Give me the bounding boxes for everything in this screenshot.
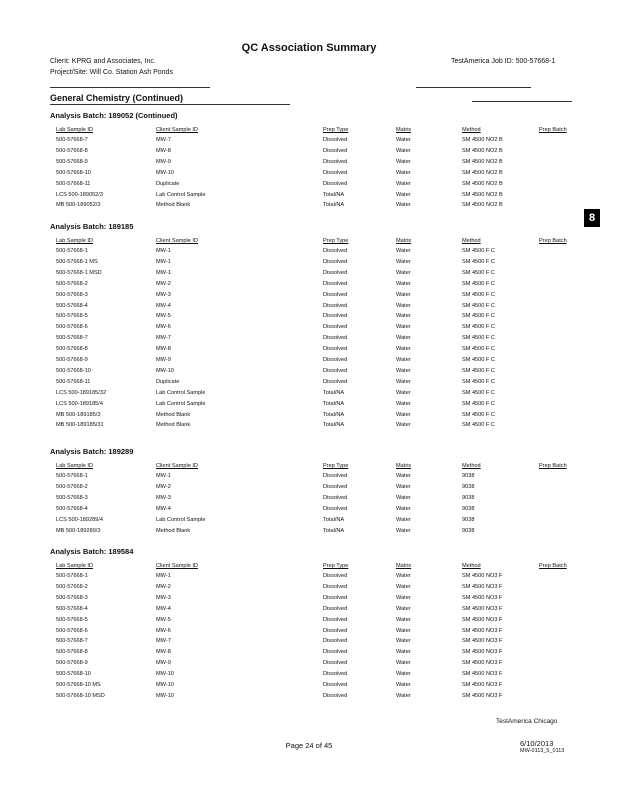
table-cell: 500-57668-5 (56, 313, 88, 320)
table-cell: SM 4500 NO3 F (462, 573, 503, 579)
table-cell: SM 4500 F C (462, 378, 495, 385)
page-number: Page 24 of 45 (285, 741, 333, 750)
table-cell: MW-10 (156, 671, 174, 678)
table-cell: 500-57668-5 (56, 616, 88, 623)
table-cell: MW-8 (156, 147, 171, 154)
column-header: Prep Type (323, 563, 349, 569)
column-header: Matrix (396, 127, 412, 133)
table-cell: 500-57668-2 (56, 483, 88, 490)
column-header: Prep Batch (539, 238, 567, 244)
table-cell: Dissolved (323, 692, 348, 699)
table-cell: MW-10 (156, 682, 174, 688)
table-cell: SM 4500 NO2 B (462, 147, 503, 154)
table-cell: Method Blank (156, 527, 191, 534)
table-cell: Water (396, 692, 411, 699)
table-cell: 500-57668-11 (56, 180, 91, 187)
table-cell: Water (396, 594, 411, 601)
header-rule-left (50, 87, 210, 88)
table-cell: SM 4500 NO3 F (462, 594, 503, 601)
table-cell: SM 4500 F C (462, 269, 495, 276)
table-cell: 9038 (462, 483, 475, 490)
client-name: Client: KPRG and Associates, Inc. (50, 58, 156, 65)
column-header: Lab Sample ID (56, 127, 94, 133)
table-cell: Total/NA (323, 422, 345, 429)
table-cell: 500-57668-3 (56, 494, 88, 501)
table-cell: Total/NA (323, 389, 345, 396)
table-cell: Water (396, 302, 411, 309)
table-cell: Water (396, 527, 411, 534)
table-cell: SM 4500 F C (462, 335, 495, 342)
table-cell: SM 4500 F C (462, 389, 495, 396)
table-cell: Lab Control Sample (156, 516, 206, 523)
footer-date: 6/10/2013 (520, 739, 554, 748)
table-cell: Water (396, 671, 411, 678)
column-header: Method (462, 463, 481, 469)
table-cell: MW-8 (156, 649, 171, 656)
table-cell: Dissolved (323, 291, 348, 298)
table-cell: Water (396, 202, 411, 209)
table-cell: MW-9 (156, 158, 171, 165)
project-site: Project/Site: Will Co. Station Ash Ponds (50, 69, 173, 76)
table-cell: Water (396, 291, 411, 298)
column-header: Prep Type (323, 238, 349, 244)
column-header: Client Sample ID (156, 127, 198, 133)
column-header: Prep Type (323, 127, 349, 133)
table-cell: 500-57668-8 (56, 346, 88, 353)
table-cell: SM 4500 NO2 B (462, 191, 503, 198)
table-cell: Water (396, 627, 411, 634)
footer-company: TestAmerica Chicago (496, 718, 558, 725)
table-cell: Dissolved (323, 494, 348, 501)
table-cell: Water (396, 137, 411, 143)
footer-doc-id: MW-0113_5_0113 (520, 748, 565, 754)
table-cell: Dissolved (323, 483, 348, 490)
table-cell: Water (396, 191, 411, 198)
column-header: Prep Batch (539, 127, 567, 133)
table-cell: Dissolved (323, 302, 348, 309)
table-cell: Dissolved (323, 583, 348, 590)
table-cell: 500-57668-7 (56, 137, 88, 143)
table-cell: SM 4500 F C (462, 313, 495, 320)
table-cell: MW-5 (156, 313, 171, 320)
section-tab-marker: 8 (584, 209, 600, 227)
table-cell: Duplicate (156, 180, 180, 187)
table-cell: Dissolved (323, 638, 348, 645)
table-cell: Total/NA (323, 527, 345, 534)
table-cell: MW-10 (156, 169, 174, 176)
table-cell: 500-57668-10 MS (56, 682, 101, 688)
table-cell: SM 4500 NO3 F (462, 616, 503, 623)
column-header: Client Sample ID (156, 463, 198, 469)
table-cell: 9038 (462, 494, 475, 501)
table-cell: Water (396, 505, 411, 512)
table-cell: Water (396, 248, 411, 254)
table-cell: 500-57668-3 (56, 291, 88, 298)
table-cell: Water (396, 346, 411, 353)
table-cell: SM 4500 F C (462, 248, 495, 254)
column-header: Prep Batch (539, 463, 567, 469)
table-cell: Water (396, 158, 411, 165)
table-cell: MW-7 (156, 638, 171, 645)
table-cell: MW-2 (156, 583, 171, 590)
table-cell: SM 4500 NO2 B (462, 180, 503, 187)
table-cell: Dissolved (323, 378, 348, 385)
column-header: Matrix (396, 463, 412, 469)
table-cell: MW-6 (156, 324, 171, 331)
column-header: Method (462, 238, 481, 244)
table-cell: 9038 (462, 473, 475, 479)
table-cell: Dissolved (323, 313, 348, 320)
table-cell: SM 4500 NO2 B (462, 158, 503, 165)
table-cell: Dissolved (323, 346, 348, 353)
table-cell: SM 4500 F C (462, 324, 495, 331)
table-cell: SM 4500 F C (462, 258, 495, 265)
table-cell: SM 4500 NO3 F (462, 692, 503, 699)
table-cell: Dissolved (323, 269, 348, 276)
table-cell: Water (396, 313, 411, 320)
table-cell: SM 4500 NO3 F (462, 649, 503, 656)
table-cell: 500-57668-2 (56, 583, 88, 590)
table-cell: 500-57668-1 MSD (56, 269, 102, 276)
table-cell: SM 4500 F C (462, 280, 495, 287)
table-cell: Dissolved (323, 137, 348, 143)
column-header: Lab Sample ID (56, 463, 94, 469)
table-cell: SM 4500 F C (462, 411, 495, 418)
table-cell: Dissolved (323, 605, 348, 612)
table-cell: 500-57668-1 MS (56, 258, 98, 265)
table-cell: Method Blank (156, 422, 191, 429)
table-cell: MW-3 (156, 291, 171, 298)
table-cell: MW-4 (156, 605, 171, 612)
table-cell: Water (396, 649, 411, 656)
table-cell: Water (396, 367, 411, 374)
table-cell: Dissolved (323, 258, 348, 265)
table-cell: 500-57668-8 (56, 147, 88, 154)
table-cell: Water (396, 660, 411, 667)
table-cell: Dissolved (323, 147, 348, 154)
job-id: TestAmerica Job ID: 500-57668-1 (451, 58, 556, 65)
column-header: Prep Type (323, 463, 349, 469)
batch-title: Analysis Batch: 189185 (50, 222, 134, 231)
table-cell: 500-57668-9 (56, 660, 88, 667)
table-cell: Dissolved (323, 616, 348, 623)
table-cell: 500-57668-6 (56, 627, 88, 634)
table-cell: SM 4500 NO3 F (462, 671, 503, 678)
table-cell: 500-57668-9 (56, 158, 88, 165)
table-cell: LCS 500-189185/32 (56, 389, 107, 396)
table-cell: SM 4500 NO2 B (462, 137, 503, 143)
column-header: Method (462, 127, 481, 133)
table-cell: 500-57668-4 (56, 605, 88, 612)
table-cell: 500-57668-10 (56, 169, 91, 176)
table-cell: Water (396, 357, 411, 363)
column-header: Lab Sample ID (56, 238, 94, 244)
table-cell: Dissolved (323, 169, 348, 176)
section-rule-left (50, 104, 290, 105)
table-cell: Water (396, 400, 411, 407)
table-cell: MB 500-189052/3 (56, 202, 101, 209)
table-cell: MW-1 (156, 573, 171, 579)
table-cell: 9038 (462, 527, 475, 534)
table-cell: LCS 500-189052/3 (56, 191, 103, 198)
table-cell: SM 4500 NO3 F (462, 660, 503, 667)
table-cell: Water (396, 269, 411, 276)
table-cell: Water (396, 483, 411, 490)
batch-title: Analysis Batch: 189052 (Continued) (50, 111, 178, 120)
header-rule-right (416, 87, 531, 88)
table-cell: 500-57668-1 (56, 248, 88, 254)
table-cell: Water (396, 411, 411, 418)
table-cell: SM 4500 F C (462, 400, 495, 407)
table-cell: LCS 500-189185/4 (56, 400, 103, 407)
table-cell: Lab Control Sample (156, 400, 206, 407)
table-cell: SM 4500 F C (462, 346, 495, 353)
table-cell: SM 4500 NO3 F (462, 583, 503, 590)
batch-title: Analysis Batch: 189289 (50, 447, 134, 456)
table-cell: SM 4500 NO3 F (462, 605, 503, 612)
table-cell: 500-57668-1 (56, 573, 88, 579)
table-cell: Total/NA (323, 191, 345, 198)
batch-title: Analysis Batch: 189584 (50, 547, 134, 556)
table-cell: Water (396, 422, 411, 429)
table-cell: Dissolved (323, 367, 348, 374)
table-cell: SM 4500 NO2 B (462, 169, 503, 176)
table-cell: MW-3 (156, 494, 171, 501)
table-cell: Water (396, 616, 411, 623)
table-cell: SM 4500 NO3 F (462, 682, 503, 688)
table-cell: 500-57668-4 (56, 302, 88, 309)
table-cell: MB 500-189185/31 (56, 422, 104, 429)
table-cell: Total/NA (323, 202, 345, 209)
table-cell: 500-57668-3 (56, 594, 88, 601)
table-cell: MB 500-189289/3 (56, 527, 101, 534)
table-cell: Dissolved (323, 682, 348, 688)
column-header: Client Sample ID (156, 238, 198, 244)
table-cell: SM 4500 NO3 F (462, 638, 503, 645)
table-cell: Dissolved (323, 248, 348, 254)
table-cell: Water (396, 258, 411, 265)
table-cell: 500-57668-9 (56, 357, 88, 363)
table-cell: SM 4500 F C (462, 302, 495, 309)
table-cell: 500-57668-8 (56, 649, 88, 656)
table-cell: 500-57668-10 (56, 367, 91, 374)
table-cell: SM 4500 F C (462, 367, 495, 374)
table-cell: 500-57668-2 (56, 280, 88, 287)
table-cell: SM 4500 F C (462, 357, 495, 363)
table-cell: SM 4500 NO3 F (462, 627, 503, 634)
table-cell: MW-2 (156, 280, 171, 287)
table-cell: MW-9 (156, 357, 171, 363)
table-cell: Total/NA (323, 400, 345, 407)
table-cell: Dissolved (323, 505, 348, 512)
table-cell: MW-1 (156, 258, 171, 265)
table-cell: MW-3 (156, 594, 171, 601)
table-cell: MW-1 (156, 269, 171, 276)
column-header: Client Sample ID (156, 563, 198, 569)
table-cell: Water (396, 583, 411, 590)
table-cell: MW-4 (156, 302, 171, 309)
table-cell: Dissolved (323, 180, 348, 187)
column-header: Matrix (396, 563, 412, 569)
table-cell: 500-57668-1 (56, 473, 88, 479)
table-cell: Dissolved (323, 594, 348, 601)
table-cell: Dissolved (323, 158, 348, 165)
table-cell: Dissolved (323, 357, 348, 363)
table-cell: 500-57668-6 (56, 324, 88, 331)
table-cell: LCS 500-189289/4 (56, 516, 103, 523)
table-cell: Dissolved (323, 649, 348, 656)
table-cell: Water (396, 324, 411, 331)
table-cell: Dissolved (323, 660, 348, 667)
table-cell: MW-10 (156, 367, 174, 374)
table-cell: Water (396, 494, 411, 501)
table-cell: SM 4500 F C (462, 291, 495, 298)
table-cell: SM 4500 NO2 B (462, 202, 503, 209)
table-cell: Method Blank (156, 411, 191, 418)
table-cell: MW-2 (156, 483, 171, 490)
table-cell: MW-7 (156, 335, 171, 342)
table-cell: Water (396, 682, 411, 688)
table-cell: Dissolved (323, 335, 348, 342)
table-cell: MW-6 (156, 627, 171, 634)
table-cell: Water (396, 605, 411, 612)
column-header: Lab Sample ID (56, 563, 94, 569)
table-cell: 500-57668-11 (56, 378, 91, 385)
table-cell: Dissolved (323, 573, 348, 579)
column-header: Matrix (396, 238, 412, 244)
table-cell: Water (396, 473, 411, 479)
section-title: General Chemistry (Continued) (50, 93, 184, 103)
page-title: QC Association Summary (241, 42, 377, 54)
table-cell: Total/NA (323, 411, 345, 418)
table-cell: Water (396, 516, 411, 523)
table-cell: Water (396, 335, 411, 342)
table-cell: 9038 (462, 516, 475, 523)
table-cell: Lab Control Sample (156, 191, 206, 198)
table-cell: MW-1 (156, 248, 171, 254)
table-cell: 500-57668-7 (56, 638, 88, 645)
table-cell: 500-57668-7 (56, 335, 88, 342)
table-cell: Dissolved (323, 627, 348, 634)
table-cell: Water (396, 638, 411, 645)
table-cell: MW-8 (156, 346, 171, 353)
table-cell: Dissolved (323, 324, 348, 331)
table-cell: Dissolved (323, 473, 348, 479)
table-cell: Duplicate (156, 378, 180, 385)
table-cell: Water (396, 180, 411, 187)
column-header: Prep Batch (539, 563, 567, 569)
section-rule-right (472, 101, 572, 102)
table-cell: MB 500-189185/3 (56, 411, 101, 418)
column-header: Method (462, 563, 481, 569)
table-cell: Total/NA (323, 516, 345, 523)
table-cell: MW-10 (156, 692, 174, 699)
table-cell: Water (396, 169, 411, 176)
table-cell: MW-7 (156, 137, 171, 143)
table-cell: Method Blank (156, 202, 191, 209)
table-cell: 500-57668-10 MSD (56, 692, 105, 699)
table-cell: Water (396, 573, 411, 579)
table-cell: Lab Control Sample (156, 389, 206, 396)
table-cell: Dissolved (323, 671, 348, 678)
table-cell: Water (396, 389, 411, 396)
table-cell: Water (396, 280, 411, 287)
table-cell: MW-4 (156, 505, 171, 512)
table-cell: SM 4500 F C (462, 422, 495, 429)
table-cell: MW-5 (156, 616, 171, 623)
table-cell: Dissolved (323, 280, 348, 287)
table-cell: Water (396, 378, 411, 385)
table-cell: 500-57668-4 (56, 505, 88, 512)
table-cell: 500-57668-10 (56, 671, 91, 678)
table-cell: MW-9 (156, 660, 171, 667)
table-cell: Water (396, 147, 411, 154)
table-cell: 9038 (462, 505, 475, 512)
table-cell: MW-1 (156, 473, 171, 479)
